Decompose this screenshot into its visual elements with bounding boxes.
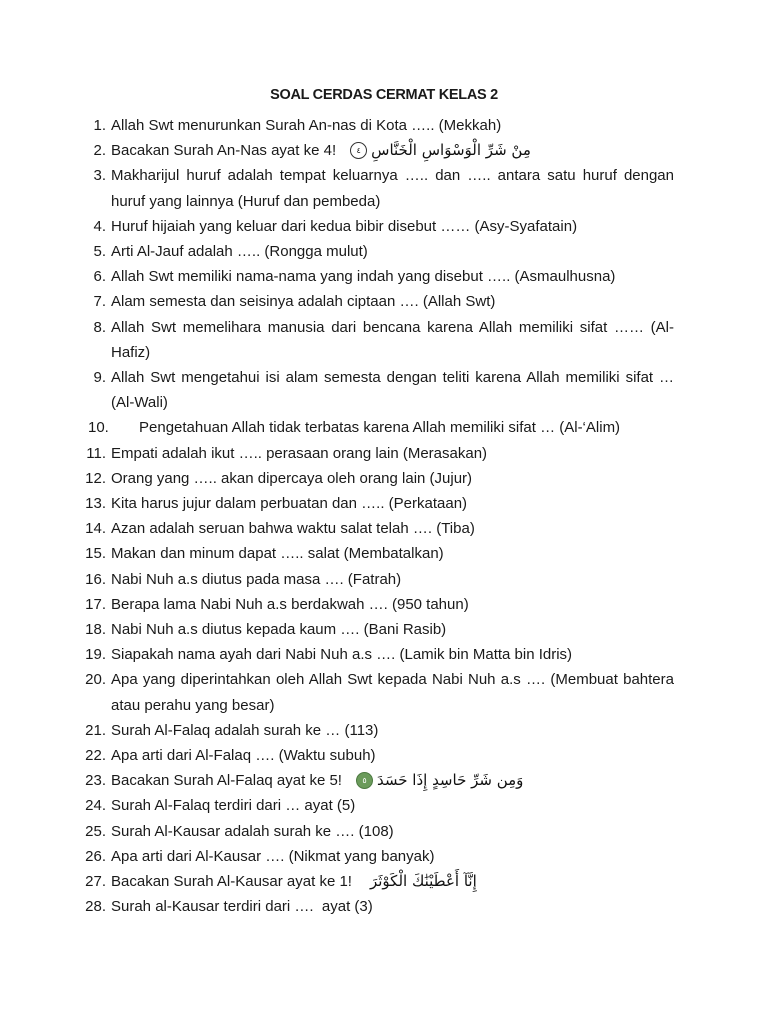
- item-number: 8.: [93, 318, 106, 336]
- list-item: [0, 415, 674, 440]
- item-text: Allah Swt menurunkan Surah An-nas di Kota ….. (Mekkah): [111, 117, 502, 134]
- arabic-verse-text: إِنَّآ أَعْطَيْنَٰكَ الْكَوْثَرَ: [369, 872, 477, 891]
- list-item: [0, 113, 674, 138]
- arabic-verse: [370, 872, 477, 890]
- item-text: Bacakan Surah Al-Falaq ayat ke 5!: [111, 772, 342, 790]
- item-number: 22.: [85, 747, 106, 765]
- list-item: [0, 793, 674, 818]
- ayah-number-icon: ٤: [350, 142, 367, 159]
- item-text: Surah Al-Falaq terdiri dari … ayat (5): [111, 797, 356, 815]
- arabic-verse: [352, 771, 523, 789]
- item-number: 9.: [93, 369, 106, 387]
- item-text: Allah Swt mengetahui isi alam semesta dengan teliti karena Allah memiliki sifat … (Al-Wali): [111, 369, 674, 412]
- arabic-verse-text: وَمِن شَرِّ حَاسِدٍ إِذَا حَسَدَ: [376, 771, 524, 790]
- item-number: 27.: [85, 873, 106, 891]
- list-item: [0, 768, 674, 793]
- list-item: [0, 718, 674, 743]
- item-text: Surah al-Kausar terdiri dari …. ayat (3): [111, 898, 373, 916]
- item-text: Allah Swt memelihara manusia dari bencana karena Allah memiliki sifat …… (Al-Hafiz): [111, 318, 674, 361]
- item-text: Bacakan Surah Al-Kausar ayat ke 1!: [111, 873, 352, 891]
- item-text: Bacakan Surah An-Nas ayat ke 4!: [111, 142, 337, 160]
- item-text: Pengetahuan Allah tidak terbatas karena Allah memiliki sifat … (Al-‘Alim): [139, 419, 621, 437]
- item-number: 10.: [88, 419, 109, 437]
- item-number: 7.: [93, 293, 106, 311]
- item-text: Empati adalah ikut ….. perasaan orang lain (Merasakan): [111, 444, 488, 462]
- item-number: 5.: [93, 243, 106, 261]
- item-number: 16.: [85, 570, 106, 588]
- arabic-verse: [346, 141, 531, 159]
- item-number: 13.: [85, 495, 106, 513]
- item-text: Apa arti dari Al-Falaq …. (Waktu subuh): [111, 747, 376, 765]
- list-item: [0, 264, 674, 289]
- item-number: 3.: [93, 167, 106, 185]
- item-number: 17.: [85, 595, 106, 613]
- list-item: [0, 667, 674, 717]
- item-text: Allah Swt memiliki nama-nama yang indah yang disebut ….. (Asmaulhusna): [111, 268, 616, 286]
- item-text: Surah Al-Falaq adalah surah ke … (113): [111, 721, 379, 739]
- item-number: 15.: [85, 545, 106, 563]
- list-item: [0, 819, 674, 844]
- item-text: Berapa lama Nabi Nuh a.s berdakwah …. (950 tahun): [111, 595, 469, 613]
- item-number: 25.: [85, 822, 106, 840]
- list-item: [0, 844, 674, 869]
- item-text: Apa yang diperintahkan oleh Allah Swt kepada Nabi Nuh a.s …. (Membuat bahtera atau perahu yang besar): [111, 671, 674, 714]
- item-text: Apa arti dari Al-Kausar …. (Nikmat yang banyak): [111, 847, 435, 865]
- question-list: [0, 113, 768, 920]
- item-number: 19.: [85, 646, 106, 664]
- item-text: Azan adalah seruan bahwa waktu salat telah …. (Tiba): [111, 520, 475, 538]
- item-text: Makan dan minum dapat ….. salat (Membatalkan): [111, 545, 444, 563]
- item-number: 23.: [85, 772, 106, 790]
- page-title: SOAL CERDAS CERMAT KELAS 2: [270, 87, 498, 103]
- arabic-verse-text: مِنْ شَرِّ الْوَسْوَاسِ الْخَنَّاسِ: [371, 141, 531, 160]
- item-text: Siapakah nama ayah dari Nabi Nuh a.s …. (Lamik bin Matta bin Idris): [111, 646, 573, 664]
- item-number: 28.: [85, 898, 106, 916]
- item-number: 20.: [85, 671, 106, 689]
- list-item: [0, 466, 674, 491]
- item-number: 18.: [85, 621, 106, 639]
- list-item: [0, 491, 674, 516]
- item-number: 6.: [93, 268, 106, 286]
- item-text: Arti Al-Jauf adalah ….. (Rongga mulut): [111, 243, 368, 261]
- item-number: 11.: [86, 444, 106, 462]
- list-item: [0, 239, 674, 264]
- list-item: [0, 214, 674, 239]
- item-number: 24.: [85, 797, 106, 815]
- list-item: [0, 163, 674, 213]
- list-item: [0, 315, 674, 365]
- item-text: Makharijul huruf adalah tempat keluarnya ….. dan ….. antara satu huruf dengan huruf yang lainnya (Huruf dan pembeda): [111, 167, 674, 210]
- list-item: [0, 138, 674, 163]
- list-item: [0, 743, 674, 768]
- item-text: Kita harus jujur dalam perbuatan dan ….. (Perkataan): [111, 495, 468, 513]
- list-item: [0, 365, 674, 415]
- item-number: 4.: [93, 217, 106, 235]
- item-text: Nabi Nuh a.s diutus pada masa …. (Fatrah): [111, 570, 402, 588]
- list-item: [0, 441, 674, 466]
- list-item: [0, 516, 674, 541]
- list-item: [0, 642, 674, 667]
- item-number: 21.: [85, 721, 106, 739]
- list-item: [0, 617, 674, 642]
- list-item: [0, 541, 674, 566]
- list-item: [0, 567, 674, 592]
- list-item: [0, 869, 674, 894]
- item-number: 2.: [93, 142, 106, 160]
- item-text: Orang yang ….. akan dipercaya oleh orang lain (Jujur): [111, 469, 473, 487]
- item-text: Surah Al-Kausar adalah surah ke …. (108): [111, 822, 394, 840]
- item-number: 1.: [93, 117, 106, 134]
- list-item: [0, 289, 674, 314]
- list-item: [0, 894, 674, 919]
- item-number: 12.: [85, 469, 106, 487]
- list-item: [0, 592, 674, 617]
- item-number: 26.: [85, 847, 106, 865]
- item-text: Alam semesta dan seisinya adalah ciptaan …. (Allah Swt): [111, 293, 496, 311]
- ayah-number-icon: ٥: [356, 772, 373, 789]
- item-number: 14.: [85, 520, 106, 538]
- item-text: Huruf hijaiah yang keluar dari kedua bibir disebut …… (Asy-Syafatain): [111, 217, 578, 235]
- item-text: Nabi Nuh a.s diutus kepada kaum …. (Bani Rasib): [111, 621, 447, 639]
